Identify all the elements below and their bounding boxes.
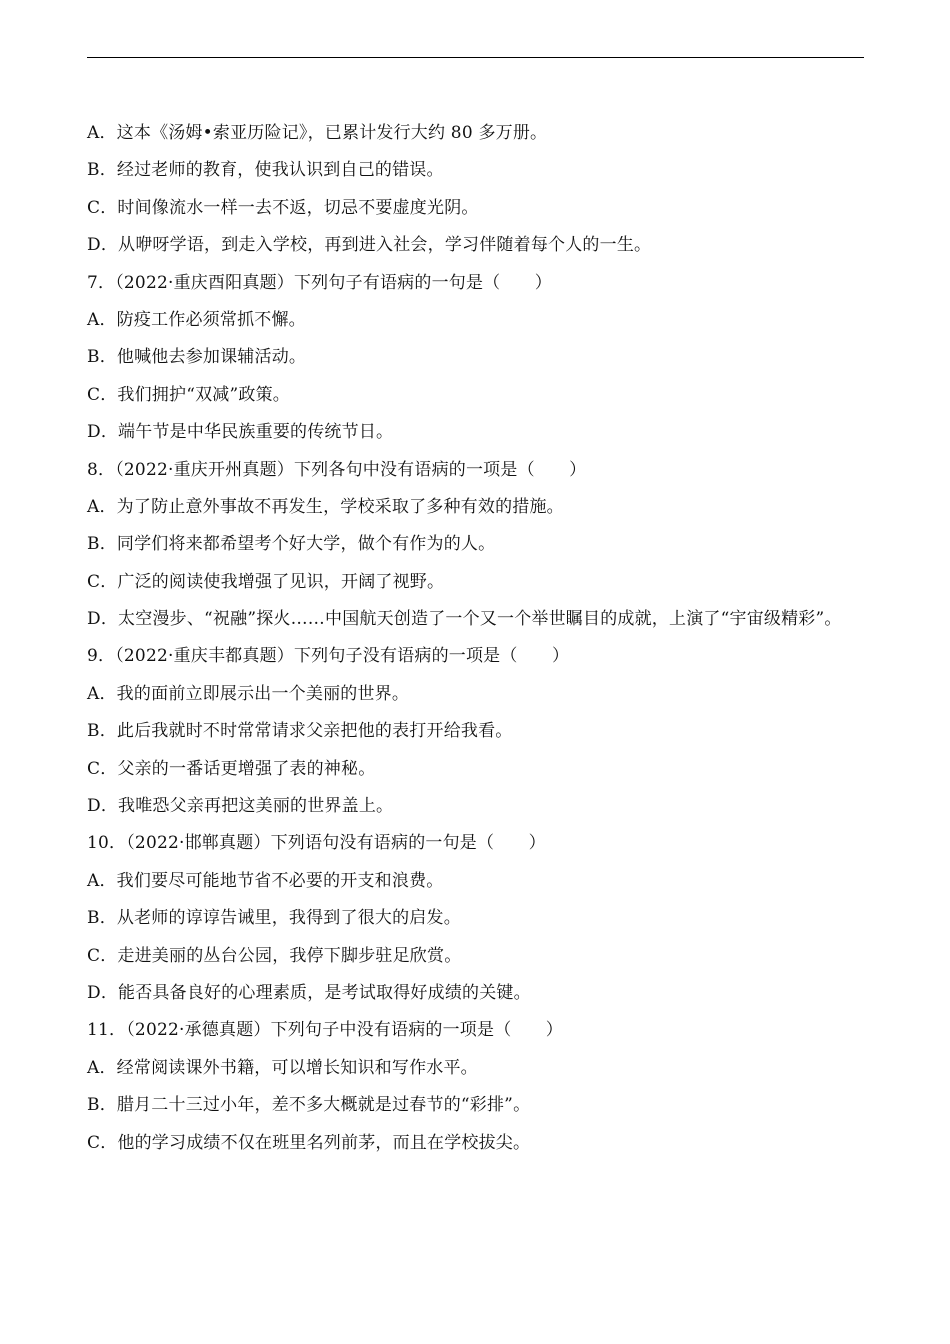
option-line: A．我们要尽可能地节省不必要的开支和浪费。 — [87, 870, 444, 891]
option-line: D．太空漫步、“祝融”探火……中国航天创造了一个又一个举世瞩目的成就，上演了“宇宙级精彩”。 — [87, 609, 842, 630]
question-stem: 11．（2022·承德真题）下列句子中没有语病的一项是（ ） — [87, 1020, 563, 1041]
option-line: A．我的面前立即展示出一个美丽的世界。 — [87, 683, 410, 704]
option-line: A．经常阅读课外书籍，可以增长知识和写作水平。 — [87, 1057, 478, 1078]
header-rule — [87, 57, 864, 58]
question-7 — [87, 265, 865, 452]
option-line: A．为了防止意外事故不再发生，学校采取了多种有效的措施。 — [87, 496, 564, 517]
question-8 — [87, 452, 865, 639]
option-line: A．防疫工作必须常抓不懈。 — [87, 309, 306, 330]
option-line: C．时间像流水一样一去不返，切忌不要虚度光阴。 — [87, 197, 479, 218]
option-line: D．能否具备良好的心理素质，是考试取得好成绩的关键。 — [87, 983, 531, 1003]
option-line: C．广泛的阅读使我增强了见识，开阔了视野。 — [87, 571, 445, 592]
option-line: D．从咿呀学语，到走入学校，再到进入社会，学习伴随着每个人的一生。 — [87, 235, 652, 256]
document-body — [87, 115, 865, 1162]
question-6-options — [87, 115, 865, 265]
option-line: C．走进美丽的丛台公园，我停下脚步驻足欣赏。 — [87, 945, 462, 966]
question-stem: 9．（2022·重庆丰都真题）下列句子没有语病的一项是（ ） — [87, 646, 570, 667]
question-stem: 7．（2022·重庆酉阳真题）下列句子有语病的一句是（ ） — [87, 272, 552, 293]
option-line: D．我唯恐父亲再把这美丽的世界盖上。 — [87, 796, 394, 817]
option-line: B．此后我就时不时常常请求父亲把他的表打开给我看。 — [87, 721, 513, 742]
option-line: C．他的学习成绩不仅在班里名列前茅，而且在学校拔尖。 — [87, 1132, 531, 1153]
option-line: C．我们拥护“双减”政策。 — [87, 384, 290, 405]
question-stem: 10．（2022·邯郸真题）下列语句没有语病的一句是（ ） — [87, 833, 546, 854]
option-line: C．父亲的一番话更增强了表的神秘。 — [87, 758, 376, 779]
question-10 — [87, 825, 865, 1012]
option-line: B．经过老师的教育，使我认识到自己的错误。 — [87, 160, 444, 181]
option-line: A．这本《汤姆•索亚历险记》，已累计发行大约 80 多万册。 — [87, 123, 548, 143]
option-line: B．他喊他去参加课辅活动。 — [87, 347, 307, 368]
option-line: B．同学们将来都希望考个好大学，做个有作为的人。 — [87, 534, 496, 555]
question-9 — [87, 638, 865, 825]
option-line: B．从老师的谆谆告诫里，我得到了很大的启发。 — [87, 908, 461, 929]
option-line: D．端午节是中华民族重要的传统节日。 — [87, 422, 394, 443]
question-stem: 8．（2022·重庆开州真题）下列各句中没有语病的一项是（ ） — [87, 459, 587, 480]
option-line: B．腊月二十三过小年，差不多大概就是过春节的“彩排”。 — [87, 1095, 531, 1116]
question-11 — [87, 1012, 865, 1162]
